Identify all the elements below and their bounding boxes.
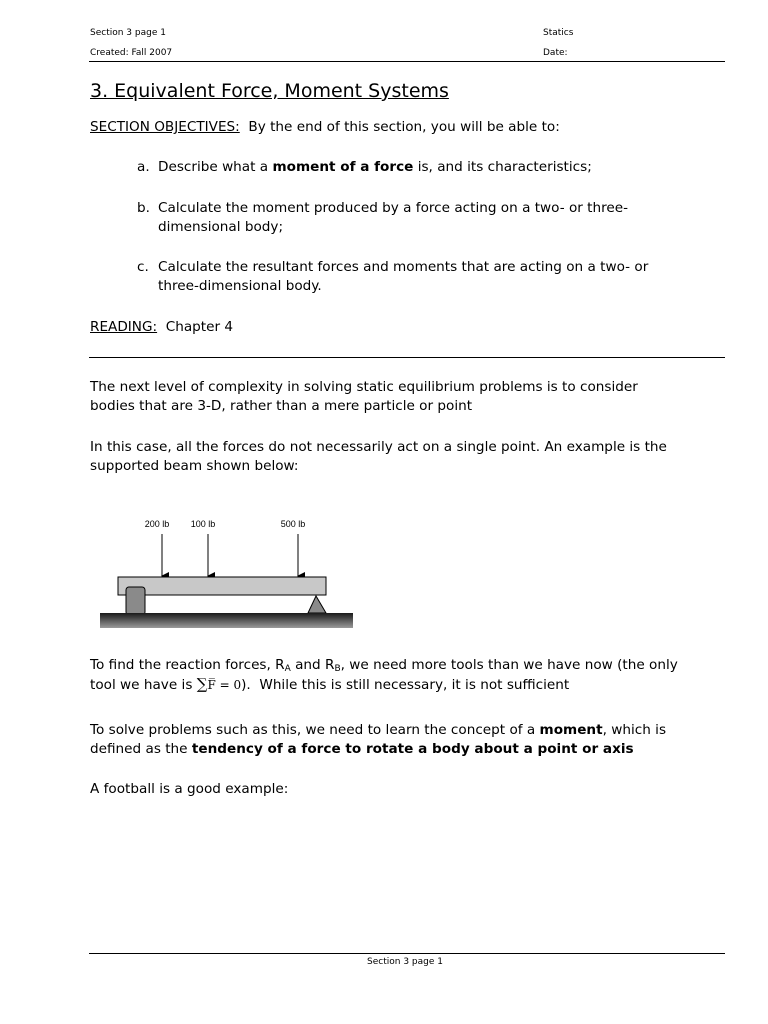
p3-text-b: and R xyxy=(290,657,335,673)
reading-label: READING: xyxy=(90,319,158,335)
p3-text-c: , we need more tools than we have now (the only xyxy=(340,657,678,673)
load-label-100: 100 lb xyxy=(190,519,216,529)
load-label-200: 200 lb xyxy=(144,519,170,529)
pin-support-b xyxy=(308,596,326,613)
reaction-b-subscript: B xyxy=(334,664,341,674)
reading xyxy=(90,318,233,337)
objective-a-letter: a. xyxy=(137,159,150,175)
beam xyxy=(118,577,326,595)
summation-symbol: ∑ xyxy=(196,675,208,693)
header-rule xyxy=(89,61,725,62)
p4-text-b: , which is xyxy=(602,722,667,738)
header-date: Date: xyxy=(543,48,568,58)
header-course: Statics xyxy=(543,28,574,38)
objective-c-line1: Calculate the resultant forces and moments that are acting on a two- or xyxy=(158,259,649,275)
paragraph-3-line2 xyxy=(90,675,569,695)
ground xyxy=(100,613,353,628)
paragraph-4-line1 xyxy=(90,721,666,740)
objective-c-line2: three-dimensional body. xyxy=(158,278,322,294)
roller-support-a xyxy=(126,587,145,615)
paragraph-5: A football is a good example: xyxy=(90,781,289,797)
header-created: Created: Fall 2007 xyxy=(90,48,173,58)
objective-b-line2: dimensional body; xyxy=(158,219,284,235)
objective-a xyxy=(158,158,592,177)
objective-b-line1: Calculate the moment produced by a force acting on a two- or three- xyxy=(158,200,629,216)
p4-text-c: defined as the xyxy=(90,741,192,757)
load-label-500: 500 lb xyxy=(280,519,306,529)
objective-c-letter: c. xyxy=(137,259,149,275)
moment-definition: tendency of a force to rotate a body about a point or axis xyxy=(191,741,634,757)
objective-a-pre: Describe what a xyxy=(158,159,273,175)
paragraph-1-line1: The next level of complexity in solving static equilibrium problems is to consider xyxy=(90,379,638,395)
p4-text-a: To solve problems such as this, we need to learn the concept of a xyxy=(90,722,540,738)
objectives-label: SECTION OBJECTIVES: xyxy=(90,119,240,135)
paragraph-2-line2: supported beam shown below: xyxy=(90,458,299,474)
objective-a-bold: moment of a force xyxy=(272,159,414,175)
objective-b-letter: b. xyxy=(137,200,150,216)
paragraph-2-line1: In this case, all the forces do not necessarily act on a single point. An example is the xyxy=(90,439,667,455)
equilibrium-equation: F̅ = 0 xyxy=(207,678,242,692)
footer-page-label: Section 3 page 1 xyxy=(367,957,443,967)
header-section: Section 3 page 1 xyxy=(90,28,166,38)
p3-text-e: ). While this is still necessary, it is not sufficient xyxy=(241,677,570,693)
reaction-a-subscript: A xyxy=(284,664,291,674)
p3-text-d: tool we have is xyxy=(90,677,197,693)
paragraph-1-line2: bodies that are 3-D, rather than a mere particle or point xyxy=(90,398,473,414)
reading-text: Chapter 4 xyxy=(157,319,234,335)
objective-a-post: is, and its characteristics; xyxy=(413,159,592,175)
objectives-intro: By the end of this section, you will be able to: xyxy=(239,119,560,135)
paragraph-4-line2 xyxy=(90,740,634,759)
section-divider xyxy=(89,357,725,358)
p3-text-a: To find the reaction forces, R xyxy=(90,657,285,673)
moment-term: moment xyxy=(539,722,603,738)
page-title: 3. Equivalent Force, Moment Systems xyxy=(90,80,449,102)
beam-diagram xyxy=(95,512,360,632)
footer-rule xyxy=(89,953,725,954)
objectives-heading xyxy=(90,118,560,137)
